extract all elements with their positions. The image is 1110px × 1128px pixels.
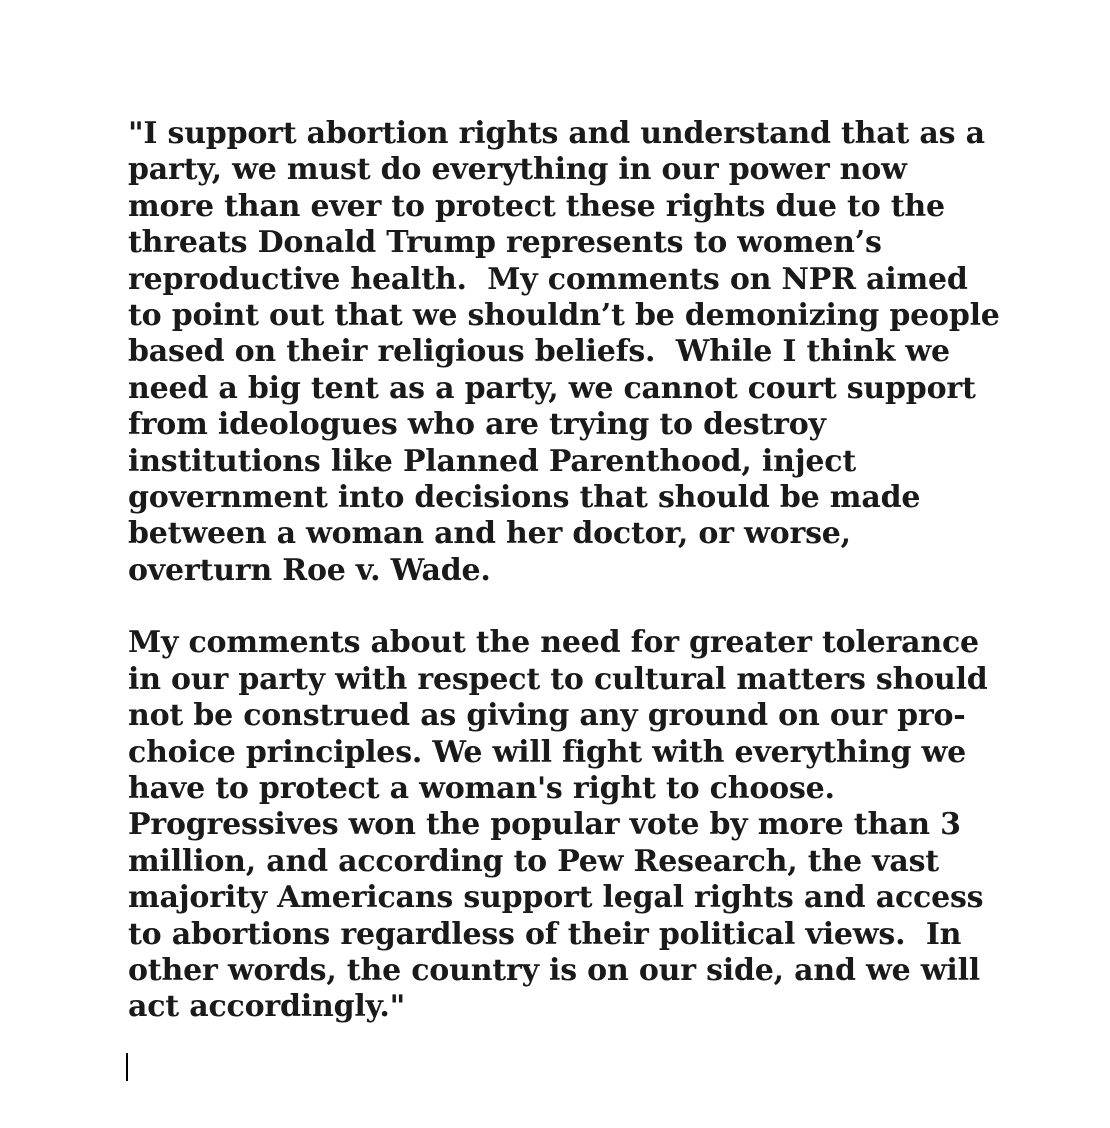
text-line: not be construed as giving any ground on our pro- [128, 698, 966, 734]
text-line: between a woman and her doctor, or worse, [128, 516, 851, 552]
text-line: institutions like Planned Parenthood, inject [128, 443, 856, 479]
text-line: "I support abortion rights and understand that as a [128, 116, 985, 151]
text-line: government into decisions that should be made [128, 480, 921, 516]
text-cursor [126, 1053, 128, 1081]
text-line: overturn Roe v. Wade. [128, 552, 491, 588]
paragraph-2 [128, 625, 1008, 1025]
text-line: million, and according to Pew Research, the vast [128, 843, 939, 879]
text-line: need a big tent as a party, we cannot court support [128, 370, 976, 406]
text-line: majority Americans support legal rights and access [128, 880, 984, 916]
text-line: more than ever to protect these rights due to the [128, 188, 945, 224]
text-line: threats Donald Trump represents to women’s [128, 225, 882, 261]
text-line: party, we must do everything in our power now [128, 152, 907, 188]
text-line: choice principles. We will fight with everything we [128, 734, 966, 770]
text-line: from ideologues who are trying to destroy [128, 407, 826, 443]
text-line: Progressives won the popular vote by more than 3 [128, 807, 961, 843]
text-line: My comments about the need for greater tolerance [128, 625, 979, 661]
text-line: other words, the country is on our side, and we will [128, 952, 980, 988]
text-line: act accordingly." [128, 989, 406, 1025]
text-line: have to protect a woman's right to choose. [128, 770, 835, 806]
text-line: to point out that we shouldn’t be demonizing people [128, 298, 1000, 334]
text-line: reproductive health. My comments on NPR aimed [128, 261, 968, 297]
text-line: in our party with respect to cultural matters should [128, 661, 988, 697]
text-line: based on their religious beliefs. While I think we [128, 334, 950, 370]
text-line: to abortions regardless of their political views. In [128, 916, 962, 952]
paragraph-1 [128, 116, 1008, 589]
statement-text[interactable] [128, 116, 1008, 1026]
